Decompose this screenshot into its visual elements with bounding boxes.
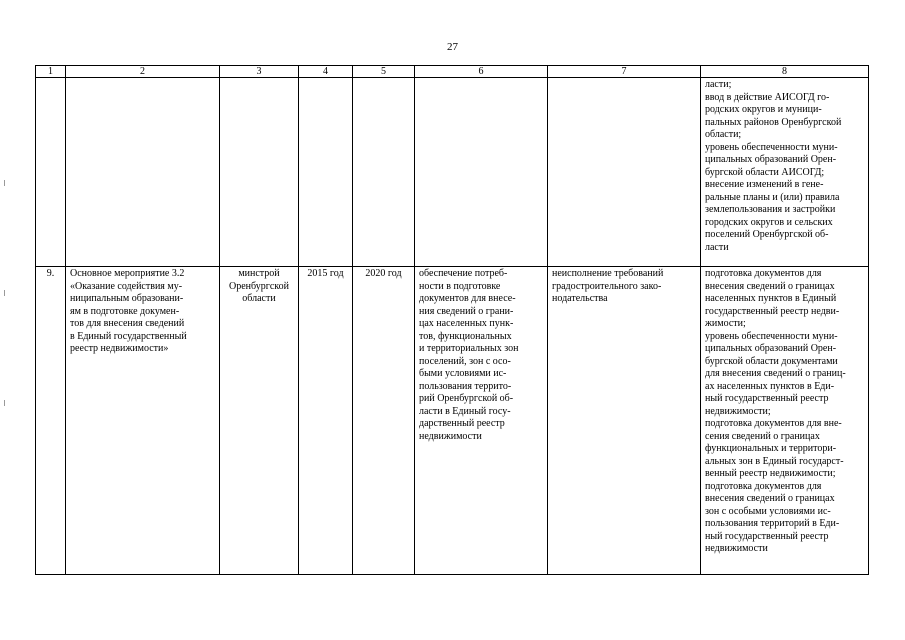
scan-margin-mark [4, 290, 5, 296]
cell-start-year: 2015 год [299, 267, 353, 575]
column-header-2: 2 [66, 66, 220, 78]
cell-empty [220, 78, 299, 267]
column-header-6: 6 [415, 66, 548, 78]
column-header-4: 4 [299, 66, 353, 78]
cell-empty [353, 78, 415, 267]
cell-end-year: 2020 год [353, 267, 415, 575]
column-header-3: 3 [220, 66, 299, 78]
cell-empty [66, 78, 220, 267]
cell-empty [299, 78, 353, 267]
table-row-9 [36, 267, 869, 575]
column-header-7: 7 [548, 66, 701, 78]
cell-empty [548, 78, 701, 267]
scan-margin-mark [4, 180, 5, 186]
activities-table [35, 65, 869, 575]
cell-empty [36, 78, 66, 267]
cell-consequences: неисполнение требований градостроительного зако- нодательства [548, 267, 701, 575]
cell-executor: минстрой Оренбургской области [220, 267, 299, 575]
cell-expected-result: обеспечение потреб- ности в подготовке документов для внесе- ния сведений о грани- цах населенных пунк- тов, функциональных и территориальных зон поселений, зон с осо- быми условиями ис- пользования террито- рий Оренбургской об- ласти в Единый госу- дарственный реестр недвижимости [415, 267, 548, 575]
scan-margin-mark [4, 400, 5, 406]
cell-indicators-continued: ласти; ввод в действие АИСОГД го- родских округов и муници- пальных районов Оренбургской области; уровень обеспеченности муни- ципальных образований Орен- бургской области АИСОГД; внесение изменений в гене- ральные планы и (или) правила землепользования и застройки городских округов и сельских поселений Оренбургской об- ласти [701, 78, 869, 267]
column-header-1: 1 [36, 66, 66, 78]
continuation-row [36, 78, 869, 267]
cell-row-number: 9. [36, 267, 66, 575]
page-number: 27 [447, 41, 458, 53]
column-header-5: 5 [353, 66, 415, 78]
cell-indicators: подготовка документов для внесения сведений о границах населенных пунктов в Единый государственный реестр недви- жимости; уровень обеспеченности муни- ципальных образований Орен- бургской области документами для внесения сведений о границ- ах населенных пунктов в Еди- ный государственный реестр недвижимости; подготовка документов для вне- сения сведений о границах функциональных и территори- альных зон в Единый государст- венный реестр недвижимости; подготовка документов для внесения сведений о границах зон с особыми условиями ис- пользования территорий в Еди- ный государственный реестр недвижимости [701, 267, 869, 575]
header-row [36, 66, 869, 78]
cell-empty [415, 78, 548, 267]
column-header-8: 8 [701, 66, 869, 78]
cell-event-name: Основное мероприятие 3.2 «Оказание содействия му- ниципальным образовани- ям в подготовке докумен- тов для внесения сведений в Единый государственный реестр недвижимости» [66, 267, 220, 575]
